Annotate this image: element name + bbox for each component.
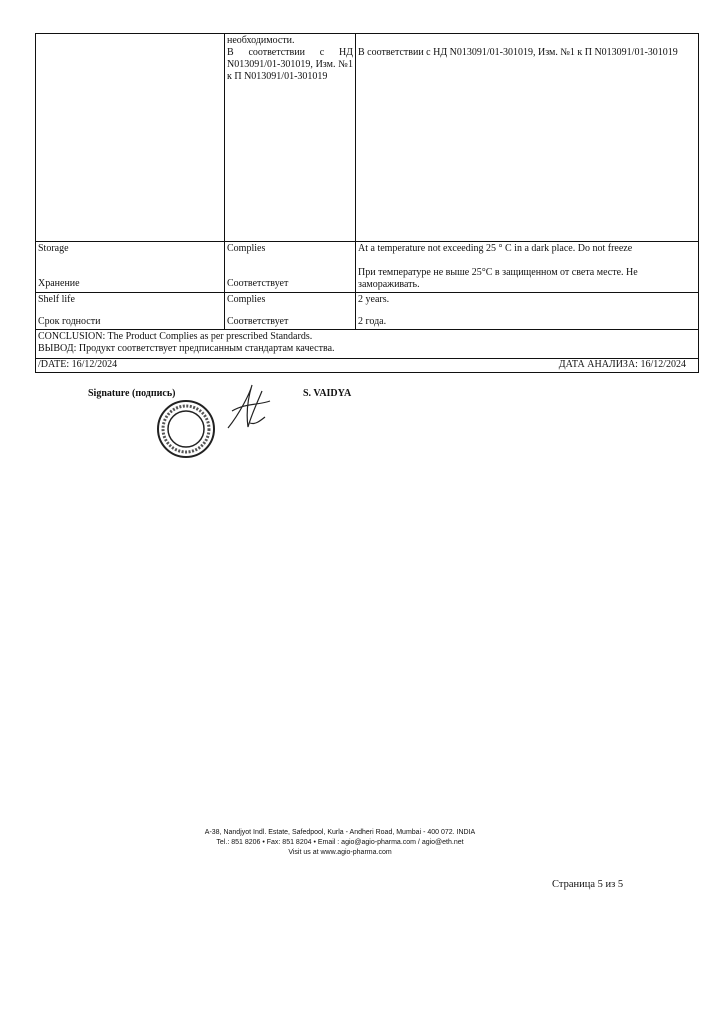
conclusion-ru: ВЫВОД: Продукт соответствует предписанным стандартам качества. xyxy=(38,343,335,354)
date-ru: ДАТА АНАЛИЗА: 16/12/2024 xyxy=(558,359,686,370)
result-cell xyxy=(225,293,356,330)
spec-ru: При температуре не выше 25°С в защищенном от света месте. Не замораживать. xyxy=(358,267,638,290)
spec-en: 2 years. xyxy=(358,294,390,305)
company-stamp xyxy=(155,398,217,460)
spec-cell xyxy=(356,34,699,242)
conclusion-row xyxy=(36,330,699,359)
result-cell xyxy=(225,34,356,242)
spec-cell xyxy=(356,293,699,330)
result-ru: Соответствует xyxy=(227,316,289,327)
spec-table xyxy=(35,33,699,373)
cell-text: необходимости. xyxy=(227,35,295,46)
name-en: Storage xyxy=(38,243,69,254)
spec-cell xyxy=(356,242,699,293)
date-en: /DATE: 16/12/2024 xyxy=(38,359,118,370)
result-en: Complies xyxy=(227,243,266,254)
cell-text: В соответствии с НД N013091/01-301019, Изм. №1 к П N013091/01-301019 xyxy=(227,47,353,82)
cell-text: В соответствии с НД N013091/01-301019, Изм. №1 к П N013091/01-301019 xyxy=(358,47,678,58)
date-cell xyxy=(36,359,699,373)
conclusion-en: CONCLUSION: The Product Complies as per prescribed Standards. xyxy=(38,331,313,342)
table-row xyxy=(36,34,699,242)
result-cell xyxy=(225,242,356,293)
name-ru: Хранение xyxy=(38,278,80,289)
signatory-name: S. VAIDYA xyxy=(303,388,352,399)
table-row-storage xyxy=(36,242,699,293)
footer-address: A-38, Nandjyot Indl. Estate, Safedpool, Kurla - Andheri Road, Mumbai - 400 072. INDIA xyxy=(204,829,476,836)
result-ru: Соответствует xyxy=(227,278,289,289)
name-ru: Срок годности xyxy=(38,316,101,327)
handwritten-signature xyxy=(220,383,275,435)
name-cell xyxy=(36,293,225,330)
footer-website: Visit us at www.agio-pharma.com xyxy=(288,849,392,856)
name-en: Shelf life xyxy=(38,294,75,305)
conclusion-cell xyxy=(36,330,699,359)
date-row xyxy=(36,359,699,373)
table-row-shelf-life xyxy=(36,293,699,330)
footer-contacts: Tel.: 851 8206 • Fax: 851 8204 • Email : agio@agio-pharma.com / agio@eth.net xyxy=(216,839,464,846)
page-number: Страница 5 из 5 xyxy=(552,879,624,890)
company-footer xyxy=(170,828,510,858)
name-cell xyxy=(36,242,225,293)
spec-en: At a temperature not exceeding 25 ° C in a dark place. Do not freeze xyxy=(358,243,633,254)
empty-cell xyxy=(36,34,225,242)
spec-ru: 2 года. xyxy=(358,316,387,327)
signature-label: Signature (подпись) xyxy=(88,388,176,399)
result-en: Complies xyxy=(227,294,266,305)
